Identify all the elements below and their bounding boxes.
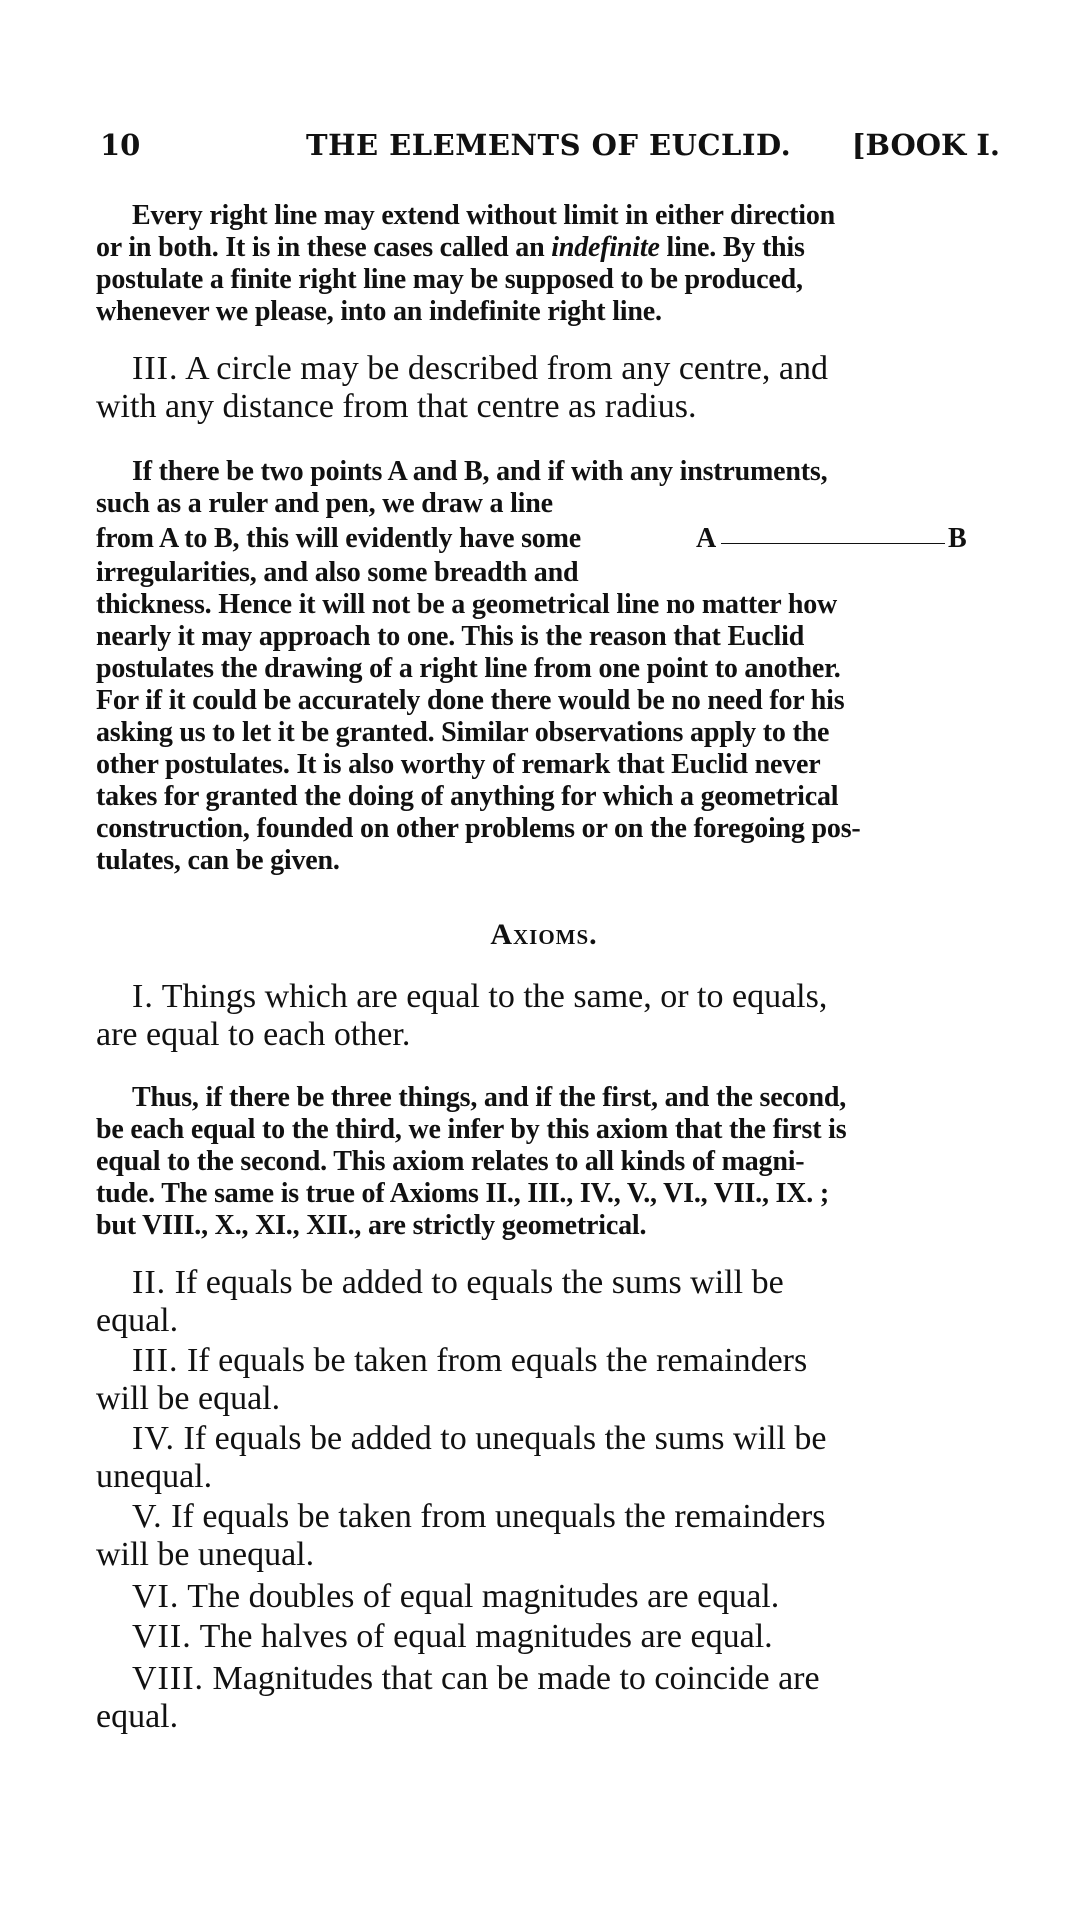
axiom-text: The halves of equal magnitudes are equal.: [191, 1618, 773, 1655]
axiom-note-line: be each equal to the third, we infer by this axiom that the first is: [96, 1114, 847, 1145]
commentary-line: such as a ruler and pen, we draw a line: [96, 488, 553, 519]
axiom-one-note: [96, 1082, 1000, 1242]
postulate-note: [96, 200, 1000, 328]
commentary-line: from A to B, this will evidently have some: [96, 523, 581, 554]
axiom-text: Magnitudes that can be made to coincide are: [204, 1660, 820, 1697]
commentary-line: postulates the drawing of a right line from one point to another.: [96, 653, 841, 684]
postulate-note-text: line. By this: [659, 232, 805, 263]
line-ab-figure: [721, 543, 945, 544]
axiom-five: [96, 1498, 1000, 1574]
axiom-text: If equals be added to equals the sums will be: [166, 1264, 784, 1301]
axiom-note-line: but VIII., X., XI., XII., are strictly geometrical.: [96, 1210, 647, 1241]
axiom-numeral: II.: [132, 1264, 167, 1301]
running-header: [100, 128, 1000, 168]
axiom-line: equal.: [96, 1302, 179, 1339]
postulate-three-line: with any distance from that centre as radius.: [96, 388, 697, 425]
axiom-line: [96, 1498, 1000, 1536]
axiom-line: [96, 1264, 1000, 1302]
commentary-line: thickness. Hence it will not be a geometrical line no matter how: [96, 589, 838, 620]
axiom-numeral: VII.: [132, 1618, 192, 1655]
postulate-note-text: or in both. It is in these cases called an: [96, 232, 552, 263]
postulate-three-line: [96, 350, 1000, 388]
postulate-note-line: [96, 232, 1000, 264]
axiom-numeral: I.: [132, 978, 154, 1015]
commentary-line: irregularities, and also some breadth and: [96, 557, 579, 588]
postulate-note-line: whenever we please, into an indefinite right line.: [96, 296, 662, 327]
commentary-line: tulates, can be given.: [96, 845, 340, 876]
axiom-numeral: IV.: [132, 1420, 175, 1457]
axiom-note-line: equal to the second. This axiom relates to all kinds of magni-: [96, 1146, 805, 1177]
axiom-six: [96, 1578, 1000, 1616]
commentary-line: nearly it may approach to one. This is the reason that Euclid: [96, 621, 805, 652]
axiom-numeral: V.: [132, 1498, 163, 1535]
axiom-line: [96, 978, 1000, 1016]
axiom-text: If equals be added to unequals the sums will be: [175, 1420, 827, 1457]
axiom-line: [96, 1578, 1000, 1616]
point-b-label: B: [948, 523, 967, 554]
axiom-numeral: III.: [132, 1342, 179, 1379]
axiom-line: [96, 1618, 1000, 1656]
point-a-label: A: [696, 523, 717, 554]
commentary-continued: [96, 557, 1000, 877]
emphasis-indefinite: indefinite: [551, 232, 660, 263]
axiom-three: [96, 1342, 1000, 1418]
commentary-line: asking us to let it be granted. Similar observations apply to the: [96, 717, 830, 748]
commentary-line: If there be two points A and B, and if with any instruments,: [132, 456, 828, 487]
axiom-line: [96, 1420, 1000, 1458]
axiom-note-line: Thus, if there be three things, and if the first, and the second,: [132, 1082, 847, 1113]
axiom-eight: [96, 1660, 1000, 1736]
axiom-line: [96, 1342, 1000, 1380]
axiom-note-line: tude. The same is true of Axioms II., III., IV., V., VI., VII., IX. ;: [96, 1178, 829, 1209]
axioms-heading: Axioms.: [490, 918, 598, 951]
running-title: THE ELEMENTS OF EUCLID.: [306, 128, 792, 162]
axiom-line: [96, 1660, 1000, 1698]
commentary-line: takes for granted the doing of anything for which a geometrical: [96, 781, 839, 812]
book-label: [BOOK I.: [851, 128, 1000, 162]
commentary-line: For if it could be accurately done there would be no need for his: [96, 685, 845, 716]
axiom-one: [96, 978, 1000, 1054]
axiom-line: equal.: [96, 1698, 179, 1735]
axiom-text: If equals be taken from equals the remainders: [178, 1342, 808, 1379]
axiom-two: [96, 1264, 1000, 1340]
axiom-four: [96, 1420, 1000, 1496]
axiom-line: unequal.: [96, 1458, 213, 1495]
axiom-line: will be unequal.: [96, 1536, 315, 1573]
axiom-numeral: VI.: [132, 1578, 180, 1615]
postulate-note-line: postulate a finite right line may be supposed to be produced,: [96, 264, 803, 295]
postulate-three-text: A circle may be described from any centre, and: [178, 350, 828, 387]
axiom-seven: [96, 1618, 1000, 1656]
postulate-note-line: Every right line may extend without limit in either direction: [132, 200, 836, 231]
axiom-text: If equals be taken from unequals the remainders: [162, 1498, 826, 1535]
axiom-line: will be equal.: [96, 1380, 281, 1417]
axiom-line: are equal to each other.: [96, 1016, 411, 1053]
axiom-numeral: VIII.: [132, 1660, 205, 1697]
postulate-three: [96, 350, 1000, 426]
commentary: [96, 456, 1000, 520]
postulate-numeral: III.: [132, 350, 179, 387]
commentary-line: construction, founded on other problems or on the foregoing pos-: [96, 813, 861, 844]
axiom-text: The doubles of equal magnitudes are equal.: [179, 1578, 780, 1615]
commentary-line: other postulates. It is also worthy of remark that Euclid never: [96, 749, 821, 780]
axiom-text: Things which are equal to the same, or to equals,: [153, 978, 828, 1015]
page-number: 10: [100, 128, 141, 162]
